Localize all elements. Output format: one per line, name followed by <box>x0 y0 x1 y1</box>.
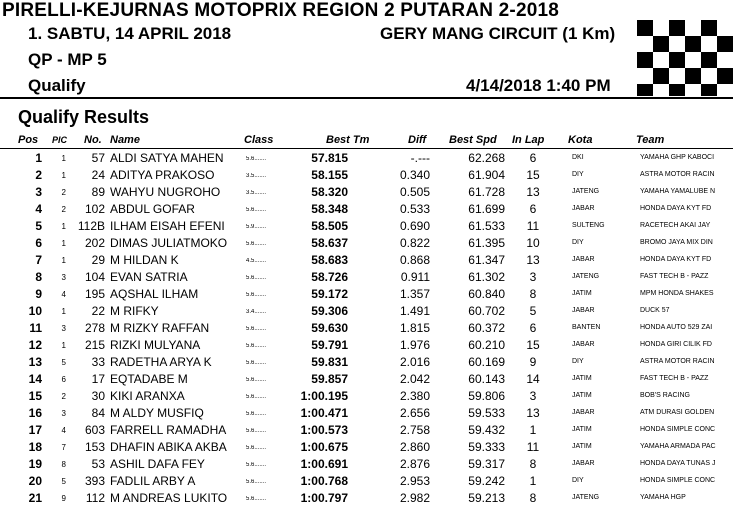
col-name: Name <box>110 134 140 146</box>
cell-city: JABAR <box>572 460 595 467</box>
cell-rider-name: FADLIL ARBY A <box>110 474 196 488</box>
cell-pic: 5 <box>61 358 66 367</box>
cell-best-speed: 62.268 <box>468 151 505 165</box>
cell-in-lap: 13 <box>526 185 540 199</box>
cell-rider-number: 30 <box>91 389 105 403</box>
cell-pic: 2 <box>61 392 66 401</box>
cell-best-time: 59.791 <box>311 338 348 352</box>
flag-square <box>637 52 653 68</box>
cell-city: DKI <box>572 154 584 161</box>
table-row <box>0 422 733 439</box>
cell-rider-name: AQSHAL ILHAM <box>110 287 199 301</box>
flag-square <box>717 68 733 84</box>
cell-diff: 1.976 <box>399 338 430 352</box>
cell-team: YAMAHA YAMALUBE N <box>640 188 716 195</box>
cell-in-lap: 1 <box>529 423 537 437</box>
cell-city: JABAR <box>572 307 595 314</box>
cell-city: JATENG <box>572 494 600 501</box>
cell-position: 4 <box>35 202 42 216</box>
cell-team: FAST TECH B - PAZZ <box>640 273 709 280</box>
cell-position: 17 <box>28 423 42 437</box>
cell-rider-number: 22 <box>91 304 105 318</box>
cell-city: JATIM <box>572 426 592 433</box>
cell-in-lap: 6 <box>529 321 537 335</box>
cell-best-speed: 61.395 <box>468 236 505 250</box>
cell-rider-number: 89 <box>91 185 105 199</box>
cell-team: YAMAHA HGP <box>640 494 686 501</box>
cell-diff: 0.505 <box>399 185 430 199</box>
cell-in-lap: 14 <box>526 372 540 386</box>
cell-position: 1 <box>35 151 42 165</box>
cell-best-time: 1:00.768 <box>300 474 348 488</box>
cell-class: 5.6....... <box>246 156 267 162</box>
cell-class: 5.6....... <box>246 462 267 468</box>
cell-in-lap: 8 <box>529 457 537 471</box>
cell-best-time: 58.505 <box>311 219 348 233</box>
cell-rider-number: 195 <box>84 287 105 301</box>
session-label: Qualify <box>28 76 86 95</box>
cell-city: SULTENG <box>572 222 605 229</box>
cell-team: HONDA DAYA KYT FD <box>640 256 712 263</box>
cell-position: 21 <box>28 491 42 505</box>
cell-city: JATENG <box>572 188 600 195</box>
cell-rider-number: 29 <box>91 253 105 267</box>
cell-best-time: 58.726 <box>311 270 348 284</box>
cell-city: DIY <box>572 171 584 178</box>
cell-city: JATIM <box>572 443 592 450</box>
cell-best-time: 1:00.471 <box>300 406 348 420</box>
cell-in-lap: 6 <box>529 202 537 216</box>
cell-position: 8 <box>35 270 42 284</box>
col-in-lap: In Lap <box>512 134 545 146</box>
cell-in-lap: 5 <box>529 304 537 318</box>
table-row <box>0 354 733 371</box>
col-team: Team <box>636 134 665 146</box>
event-date: 1. SABTU, 14 APRIL 2018 <box>28 24 232 43</box>
cell-in-lap: 6 <box>529 151 537 165</box>
cell-rider-name: DIMAS JULIATMOKO <box>110 236 228 250</box>
table-row <box>0 473 733 490</box>
cell-pic: 4 <box>61 290 66 299</box>
cell-diff: 0.533 <box>399 202 430 216</box>
cell-best-time: 59.306 <box>311 304 348 318</box>
cell-team: HONDA SIMPLE CONC <box>640 426 716 433</box>
cell-rider-name: EVAN SATRIA <box>110 270 188 284</box>
cell-pic: 8 <box>61 460 66 469</box>
cell-in-lap: 3 <box>529 389 537 403</box>
cell-rider-name: ALDI SATYA MAHEN <box>110 151 224 165</box>
table-row <box>0 490 733 507</box>
cell-pic: 3 <box>61 409 66 418</box>
cell-best-speed: 60.702 <box>468 304 505 318</box>
cell-best-time: 59.172 <box>311 287 348 301</box>
table-row <box>0 269 733 286</box>
cell-city: JATIM <box>572 392 592 399</box>
col-pos: Pos <box>18 134 39 146</box>
cell-rider-name: EQTADABE M <box>110 372 188 386</box>
cell-pic: 2 <box>61 188 66 197</box>
cell-best-time: 58.348 <box>311 202 348 216</box>
cell-rider-name: DHAFIN ABIKA AKBA <box>110 440 227 454</box>
col-pic: PIC <box>52 135 68 145</box>
cell-rider-number: 84 <box>91 406 105 420</box>
cell-position: 11 <box>29 321 42 335</box>
table-row <box>0 252 733 269</box>
cell-rider-name: KIKI ARANXA <box>110 389 185 403</box>
cell-in-lap: 15 <box>526 338 540 352</box>
cell-city: BANTEN <box>572 324 601 331</box>
cell-class: 5.6....... <box>246 496 267 502</box>
flag-square <box>685 36 701 52</box>
table-row <box>0 439 733 456</box>
cell-best-speed: 59.533 <box>468 406 505 420</box>
table-row <box>0 405 733 422</box>
cell-city: DIY <box>572 477 584 484</box>
col-no: No. <box>84 134 102 146</box>
cell-pic: 1 <box>61 154 66 163</box>
cell-best-speed: 60.143 <box>468 372 505 386</box>
flag-square <box>717 36 733 52</box>
cell-team: YAMAHA ARMADA PAC <box>640 443 716 450</box>
flag-square <box>637 84 653 96</box>
cell-in-lap: 11 <box>526 219 540 233</box>
cell-class: 3.5....... <box>246 173 267 179</box>
cell-best-time: 58.320 <box>311 185 348 199</box>
cell-diff: 1.815 <box>399 321 430 335</box>
cell-team: ATM DURASI GOLDEN <box>640 409 715 416</box>
cell-diff: 2.876 <box>399 457 430 471</box>
cell-in-lap: 1 <box>529 474 537 488</box>
table-row <box>0 235 733 252</box>
cell-class: 5.6....... <box>246 326 267 332</box>
cell-rider-number: 603 <box>84 423 105 437</box>
flag-square <box>637 20 653 36</box>
cell-best-time: 59.831 <box>311 355 348 369</box>
col-class: Class <box>244 134 274 146</box>
flag-square <box>701 52 717 68</box>
results-table <box>0 150 733 507</box>
cell-pic: 1 <box>61 222 66 231</box>
cell-rider-number: 102 <box>84 202 105 216</box>
cell-best-speed: 61.533 <box>468 219 505 233</box>
cell-pic: 3 <box>61 324 66 333</box>
cell-in-lap: 3 <box>529 270 537 284</box>
cell-pic: 4 <box>61 426 66 435</box>
cell-in-lap: 11 <box>526 440 540 454</box>
flag-square <box>669 84 685 96</box>
cell-team: BROMO JAYA MIX DIN <box>640 239 713 246</box>
cell-class: 5.6....... <box>246 207 267 213</box>
cell-best-time: 1:00.675 <box>300 440 348 454</box>
cell-in-lap: 8 <box>529 491 537 505</box>
cell-rider-number: 202 <box>84 236 105 250</box>
cell-best-speed: 59.806 <box>468 389 505 403</box>
cell-team: YAMAHA GHP KABOCI <box>640 154 715 161</box>
cell-diff: 0.690 <box>399 219 430 233</box>
cell-city: JABAR <box>572 341 595 348</box>
table-row <box>0 371 733 388</box>
cell-position: 14 <box>28 372 42 386</box>
flag-square <box>653 68 669 84</box>
cell-city: DIY <box>572 239 584 246</box>
flag-square <box>701 20 717 36</box>
cell-rider-number: 104 <box>84 270 105 284</box>
table-row <box>0 218 733 235</box>
cell-best-time: 1:00.691 <box>300 457 348 471</box>
cell-position: 13 <box>28 355 42 369</box>
cell-best-speed: 61.904 <box>468 168 505 182</box>
cell-rider-name: RADETHA ARYA K <box>110 355 212 369</box>
checkered-flag-logo <box>637 20 733 96</box>
table-row <box>0 456 733 473</box>
cell-diff: 2.656 <box>399 406 430 420</box>
cell-position: 19 <box>28 457 42 471</box>
cell-pic: 1 <box>61 341 66 350</box>
cell-rider-number: 393 <box>84 474 105 488</box>
cell-diff: 2.380 <box>399 389 430 403</box>
cell-best-speed: 61.728 <box>468 185 505 199</box>
table-row <box>0 337 733 354</box>
date-time: 4/14/2018 1:40 PM <box>462 76 615 96</box>
cell-position: 20 <box>28 474 42 488</box>
cell-city: JABAR <box>572 205 595 212</box>
circuit-name: GERY MANG CIRCUIT (1 Km) <box>380 24 616 43</box>
cell-class: 5.6....... <box>246 394 267 400</box>
cell-rider-number: 24 <box>91 168 105 182</box>
cell-rider-number: 33 <box>91 355 105 369</box>
cell-pic: 6 <box>61 375 66 384</box>
cell-best-speed: 60.169 <box>468 355 505 369</box>
cell-rider-number: 112B <box>77 219 105 233</box>
cell-city: JATENG <box>572 273 600 280</box>
cell-best-speed: 61.347 <box>468 253 505 267</box>
cell-position: 3 <box>35 185 42 199</box>
cell-city: DIY <box>572 358 584 365</box>
cell-position: 9 <box>35 287 42 301</box>
cell-class: 4.5....... <box>246 258 267 264</box>
cell-team: ASTRA MOTOR RACIN <box>640 358 715 365</box>
table-row <box>0 320 733 337</box>
cell-team: DUCK 57 <box>640 307 670 314</box>
cell-position: 10 <box>28 304 42 318</box>
class-label: QP - MP 5 <box>28 50 107 69</box>
cell-pic: 5 <box>61 477 66 486</box>
col-best-spd: Best Spd <box>449 134 497 146</box>
cell-best-speed: 59.213 <box>468 491 505 505</box>
cell-team: ASTRA MOTOR RACIN <box>640 171 715 178</box>
cell-rider-number: 57 <box>91 151 105 165</box>
cell-best-speed: 60.210 <box>468 338 505 352</box>
cell-rider-name: M RIFKY <box>110 304 159 318</box>
cell-best-speed: 59.333 <box>468 440 505 454</box>
cell-pic: 7 <box>61 443 66 452</box>
cell-position: 18 <box>28 440 42 454</box>
col-kota: Kota <box>568 134 593 146</box>
cell-best-time: 1:00.195 <box>300 389 348 403</box>
cell-team: HONDA DAYA TUNAS J <box>640 460 716 467</box>
cell-diff: 1.491 <box>399 304 430 318</box>
cell-class: 5.6....... <box>246 428 267 434</box>
cell-best-time: 1:00.797 <box>300 491 348 505</box>
cell-best-time: 58.683 <box>311 253 348 267</box>
cell-class: 5.6....... <box>246 343 267 349</box>
cell-diff: 0.868 <box>399 253 430 267</box>
cell-city: JABAR <box>572 409 595 416</box>
cell-diff: 1.357 <box>399 287 430 301</box>
header-divider <box>0 97 733 99</box>
table-row <box>0 388 733 405</box>
cell-best-speed: 61.699 <box>468 202 505 216</box>
cell-class: 5.6....... <box>246 241 267 247</box>
cell-pic: 1 <box>61 239 66 248</box>
cell-in-lap: 8 <box>529 287 537 301</box>
cell-city: JATIM <box>572 375 592 382</box>
cell-diff: 2.016 <box>399 355 430 369</box>
cell-city: JABAR <box>572 256 595 263</box>
cell-rider-name: ASHIL DAFA FEY <box>110 457 205 471</box>
cell-best-speed: 60.372 <box>468 321 505 335</box>
cell-diff: 0.340 <box>399 168 430 182</box>
cell-rider-name: M ALDY MUSFIQ <box>110 406 204 420</box>
cell-best-speed: 60.840 <box>468 287 505 301</box>
cell-diff: 0.911 <box>400 270 430 284</box>
flag-square <box>669 52 685 68</box>
cell-rider-name: ILHAM EISAH EFENI <box>110 219 225 233</box>
cell-diff: 2.860 <box>399 440 430 454</box>
cell-best-speed: 59.432 <box>468 423 505 437</box>
cell-rider-number: 153 <box>84 440 105 454</box>
cell-position: 7 <box>35 253 42 267</box>
cell-class: 5.6....... <box>246 292 267 298</box>
cell-best-time: 1:00.573 <box>300 423 348 437</box>
cell-pic: 2 <box>61 205 66 214</box>
cell-rider-number: 17 <box>91 372 105 386</box>
cell-pic: 1 <box>61 256 66 265</box>
cell-rider-number: 53 <box>91 457 105 471</box>
cell-rider-name: WAHYU NUGROHO <box>110 185 221 199</box>
cell-position: 2 <box>35 168 42 182</box>
cell-class: 3.5....... <box>246 190 267 196</box>
cell-team: RACETECH AKAI JAY <box>640 222 711 229</box>
cell-rider-number: 278 <box>84 321 105 335</box>
flag-square <box>685 68 701 84</box>
cell-position: 5 <box>35 219 42 233</box>
cell-diff: 2.953 <box>399 474 430 488</box>
flag-square <box>701 84 717 96</box>
cell-best-time: 58.155 <box>311 168 348 182</box>
cell-class: 5.9....... <box>246 224 267 230</box>
cell-rider-name: ABDUL GOFAR <box>110 202 195 216</box>
cell-team: HONDA SIMPLE CONC <box>640 477 716 484</box>
cell-city: JATIM <box>572 290 592 297</box>
cell-in-lap: 10 <box>526 236 540 250</box>
cell-in-lap: 9 <box>529 355 537 369</box>
cell-rider-name: RIZKI MULYANA <box>110 338 201 352</box>
table-row <box>0 303 733 320</box>
table-row <box>0 184 733 201</box>
cell-pic: 1 <box>61 171 66 180</box>
col-best-tm: Best Tm <box>326 134 370 146</box>
section-title: Qualify Results <box>18 107 150 127</box>
table-row <box>0 201 733 218</box>
table-header-divider <box>0 148 733 149</box>
cell-diff: 2.042 <box>399 372 430 386</box>
cell-team: HONDA DAYA KYT FD <box>640 205 712 212</box>
cell-diff: 2.982 <box>399 491 430 505</box>
page-title: PIRELLI-KEJURNAS MOTOPRIX REGION 2 PUTARAN 2-2018 <box>2 0 560 21</box>
cell-class: 5.6....... <box>246 479 267 485</box>
cell-team: HONDA AUTO 529 ZAI <box>640 324 713 331</box>
cell-class: 5.6....... <box>246 275 267 281</box>
cell-position: 6 <box>35 236 42 250</box>
cell-rider-name: ADITYA PRAKOSO <box>110 168 215 182</box>
cell-pic: 9 <box>61 494 66 503</box>
table-row <box>0 150 733 167</box>
cell-rider-number: 215 <box>84 338 105 352</box>
cell-class: 5.6....... <box>246 377 267 383</box>
cell-diff: -.--- <box>410 151 430 165</box>
cell-team: MPM HONDA SHAKES <box>640 290 714 297</box>
cell-in-lap: 13 <box>526 406 540 420</box>
flag-square <box>669 20 685 36</box>
table-row <box>0 167 733 184</box>
cell-rider-name: M RIZKY RAFFAN <box>110 321 210 335</box>
cell-pic: 3 <box>61 273 66 282</box>
cell-best-speed: 61.302 <box>468 270 505 284</box>
cell-position: 16 <box>28 406 42 420</box>
cell-best-time: 59.630 <box>311 321 348 335</box>
cell-team: BOB'S RACING <box>640 392 690 399</box>
cell-pic: 1 <box>61 307 66 316</box>
cell-team: FAST TECH B - PAZZ <box>640 375 709 382</box>
cell-rider-name: FARRELL RAMADHA <box>110 423 227 437</box>
cell-rider-name: M ANDREAS LUKITO <box>110 491 228 505</box>
cell-best-speed: 59.317 <box>468 457 505 471</box>
cell-position: 15 <box>28 389 42 403</box>
flag-square <box>653 36 669 52</box>
cell-class: 5.6....... <box>246 445 267 451</box>
cell-class: 3.4....... <box>246 309 267 315</box>
cell-rider-name: M HILDAN K <box>110 253 179 267</box>
cell-best-time: 57.815 <box>311 151 348 165</box>
col-diff: Diff <box>408 134 427 146</box>
cell-diff: 2.758 <box>399 423 430 437</box>
cell-in-lap: 15 <box>526 168 540 182</box>
cell-in-lap: 13 <box>526 253 540 267</box>
cell-class: 5.6....... <box>246 411 267 417</box>
table-header <box>0 134 733 149</box>
cell-rider-number: 112 <box>85 491 105 505</box>
cell-diff: 0.822 <box>399 236 430 250</box>
cell-best-speed: 59.242 <box>468 474 505 488</box>
cell-best-time: 58.637 <box>311 236 348 250</box>
cell-team: HONDA GIRI CILIK FD <box>640 341 712 348</box>
table-row <box>0 286 733 303</box>
cell-position: 12 <box>28 338 42 352</box>
cell-best-time: 59.857 <box>311 372 348 386</box>
cell-class: 5.6....... <box>246 360 267 366</box>
